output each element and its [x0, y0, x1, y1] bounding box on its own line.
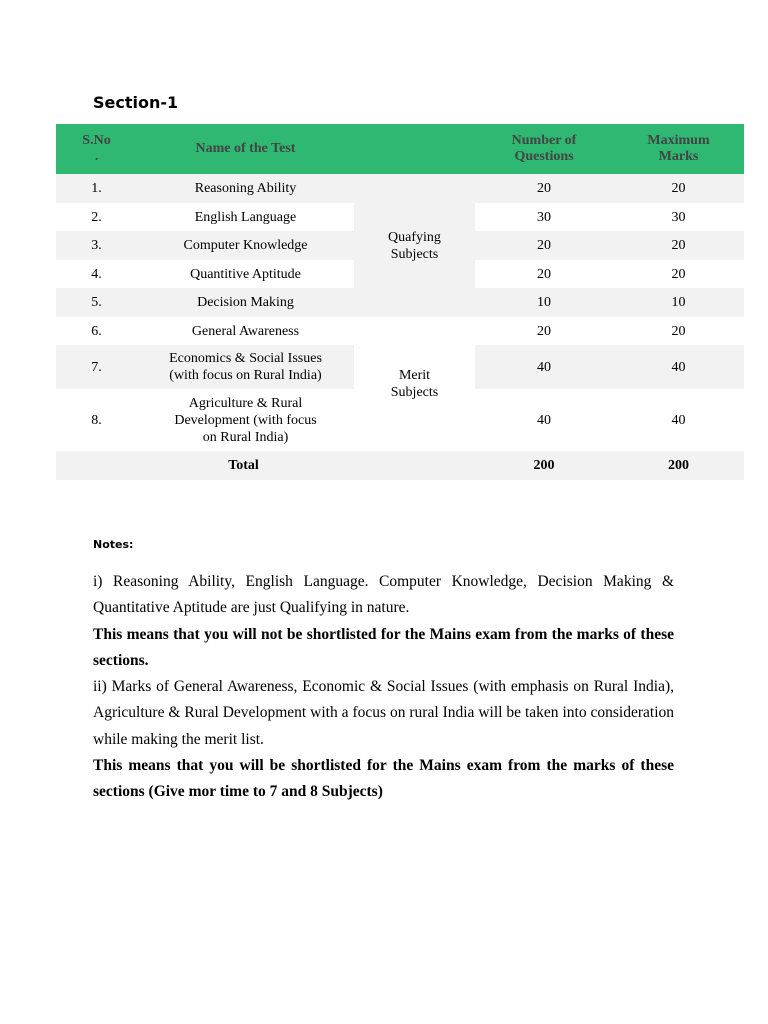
row-questions: 40	[475, 345, 613, 389]
row-questions: 30	[475, 203, 613, 231]
row-marks: 20	[613, 260, 744, 288]
header-sno: S.No .	[56, 124, 137, 174]
note-point-1: i) Reasoning Ability, English Language. Computer Knowledge, Decision Making & Quantitative Aptitude are just Qualifying in nature.	[93, 573, 674, 617]
notes-label: Notes:	[93, 538, 134, 551]
total-marks: 200	[613, 451, 744, 480]
note-point-1-emphasis: This means that you will not be shortlisted for the Mains exam from the marks of these sections.	[93, 625, 674, 669]
row-marks: 40	[613, 389, 744, 451]
row-test-name: Economics & Social Issues (with focus on Rural India)	[137, 345, 354, 389]
header-marks: Maximum Marks	[613, 124, 744, 174]
row-test-name: Quantitive Aptitude	[137, 260, 354, 288]
row-sno: 3.	[56, 231, 137, 260]
row-marks: 30	[613, 203, 744, 231]
row-sno: 6.	[56, 317, 137, 345]
row-questions: 20	[475, 174, 613, 203]
row-questions: 40	[475, 389, 613, 451]
note-point-2-emphasis: This means that you will be shortlisted for the Mains exam from the marks of these sections (Give mor time to 7 and 8 Subjects)	[93, 757, 674, 801]
row-test-name: Agriculture & Rural Development (with focus on Rural India)	[137, 389, 354, 451]
row-questions: 20	[475, 260, 613, 288]
section-title: Section-1	[93, 93, 179, 112]
row-marks: 20	[613, 174, 744, 203]
merit-group-label: Merit Subjects	[354, 317, 475, 451]
total-label: Total	[56, 451, 354, 480]
header-questions: Number of Questions	[475, 124, 613, 174]
exam-pattern-table	[56, 124, 744, 480]
table-row	[56, 317, 744, 345]
row-questions: 20	[475, 317, 613, 345]
row-test-name: General Awareness	[137, 317, 354, 345]
row-sno: 1.	[56, 174, 137, 203]
total-questions: 200	[475, 451, 613, 480]
row-marks: 10	[613, 288, 744, 317]
notes-body	[93, 569, 674, 806]
row-marks: 40	[613, 345, 744, 389]
header-test-name: Name of the Test	[137, 124, 354, 174]
row-questions: 20	[475, 231, 613, 260]
table-header-row	[56, 124, 744, 174]
total-row	[56, 451, 744, 480]
row-sno: 8.	[56, 389, 137, 451]
row-sno: 7.	[56, 345, 137, 389]
row-test-name: English Language	[137, 203, 354, 231]
row-marks: 20	[613, 231, 744, 260]
header-category	[354, 124, 475, 174]
row-test-name: Reasoning Ability	[137, 174, 354, 203]
row-sno: 4.	[56, 260, 137, 288]
row-questions: 10	[475, 288, 613, 317]
table-row	[56, 174, 744, 203]
row-test-name: Decision Making	[137, 288, 354, 317]
row-marks: 20	[613, 317, 744, 345]
row-test-name: Computer Knowledge	[137, 231, 354, 260]
qualifying-group-label: Quafying Subjects	[354, 174, 475, 317]
row-sno: 5.	[56, 288, 137, 317]
note-point-2: ii) Marks of General Awareness, Economic & Social Issues (with emphasis on Rural India), Agriculture & Rural Development with a focus on rural India will be taken into consideration while making the merit list.	[93, 678, 674, 748]
row-sno: 2.	[56, 203, 137, 231]
total-spacer	[354, 451, 475, 480]
